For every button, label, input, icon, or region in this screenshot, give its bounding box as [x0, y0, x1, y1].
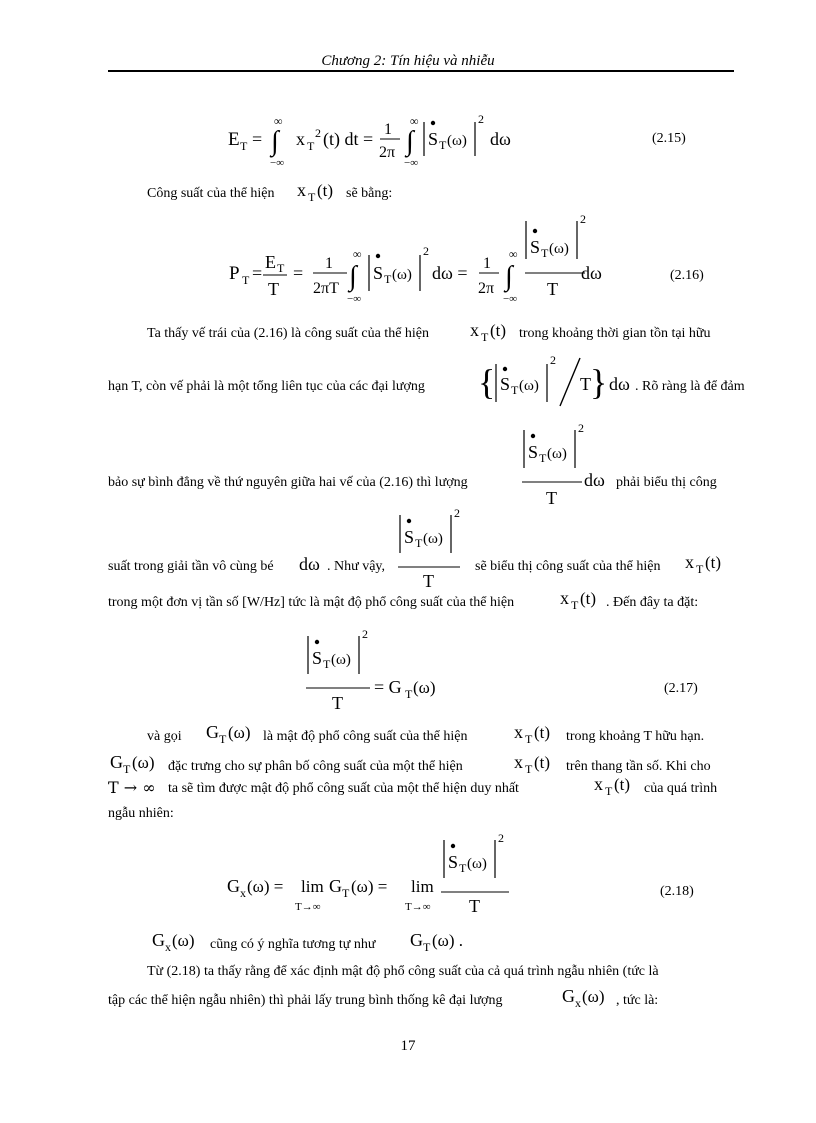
- svg-text:= G: = G: [374, 677, 402, 697]
- svg-text:T→∞: T→∞: [405, 901, 431, 913]
- math-ST-squared-over-T: [394, 505, 470, 595]
- svg-text:2π: 2π: [379, 144, 396, 161]
- svg-text:x: x: [297, 180, 306, 200]
- paragraph-text: trong khoảng thời gian tồn tại hữu: [519, 326, 711, 341]
- math-xT-t: [512, 748, 562, 778]
- svg-text:(ω) .: (ω) .: [432, 931, 464, 950]
- svg-text:S: S: [428, 129, 439, 149]
- svg-text:∫: ∫: [406, 126, 414, 157]
- svg-text:(t): (t): [490, 321, 507, 340]
- svg-text:dω: dω: [299, 554, 320, 574]
- paragraph-text: ta sẽ tìm được mật độ phổ công suất của một thể hiện duy nhất: [168, 781, 519, 796]
- math-ST-squared-over-T-domega: [518, 420, 608, 512]
- svg-text:(ω): (ω): [467, 856, 487, 872]
- svg-text:T: T: [384, 272, 392, 286]
- equation-2-16: [225, 213, 605, 308]
- svg-text:2π: 2π: [478, 280, 495, 297]
- running-header: Chương 2: Tín hiệu và nhiễu: [321, 53, 495, 69]
- paragraph-text: , tức là:: [616, 993, 659, 1008]
- svg-text:2: 2: [478, 112, 484, 126]
- paragraph-text: trên thang tần số. Khi cho: [566, 759, 711, 774]
- math-xT-t: [295, 176, 341, 206]
- svg-text:dω: dω: [490, 129, 511, 149]
- svg-text:2: 2: [578, 421, 584, 435]
- math-xT-t: [592, 770, 642, 800]
- svg-text:T: T: [332, 693, 343, 713]
- svg-text:(ω): (ω): [228, 723, 251, 742]
- svg-text:x: x: [685, 552, 694, 572]
- svg-text:G: G: [152, 930, 165, 950]
- svg-text:S: S: [528, 442, 539, 462]
- math-GT-omega: [108, 748, 166, 778]
- svg-text:dω: dω: [584, 470, 605, 490]
- svg-text:S: S: [530, 237, 541, 257]
- svg-text:T: T: [323, 657, 331, 671]
- svg-text:x: x: [470, 320, 479, 340]
- equation-number: (2.17): [664, 681, 698, 696]
- svg-text:(ω): (ω): [519, 378, 539, 394]
- paragraph-text: Công suất của thể hiện: [147, 186, 275, 201]
- svg-text:(ω) =: (ω) =: [351, 877, 388, 896]
- svg-text:G: G: [562, 986, 575, 1006]
- svg-text:x: x: [296, 129, 305, 149]
- svg-text:T: T: [423, 571, 434, 591]
- svg-text:T: T: [525, 732, 533, 746]
- equation-2-15: [220, 108, 560, 170]
- paragraph-text: và gọi: [147, 729, 182, 744]
- svg-text:T: T: [546, 488, 557, 508]
- svg-text:(t): (t): [614, 775, 631, 794]
- paragraph-text: là mật độ phổ công suất của thể hiện: [263, 729, 468, 744]
- svg-text:G: G: [329, 876, 342, 896]
- math-xT-t: [558, 584, 608, 614]
- svg-text:T: T: [123, 762, 131, 776]
- svg-text:T: T: [307, 139, 315, 153]
- svg-text:(t) dt =: (t) dt =: [323, 129, 374, 149]
- svg-text:T: T: [541, 246, 549, 260]
- svg-text:(t): (t): [534, 723, 551, 742]
- math-Gx-omega: [150, 926, 206, 956]
- paragraph-text: sẽ bằng:: [346, 186, 393, 201]
- svg-text:E: E: [228, 129, 240, 150]
- svg-text:T: T: [511, 383, 519, 397]
- svg-text:T: T: [459, 861, 467, 875]
- math-d-omega: [299, 548, 329, 578]
- page-number: 17: [400, 1038, 416, 1054]
- svg-text:∞: ∞: [353, 247, 362, 261]
- svg-text:(ω): (ω): [392, 267, 412, 283]
- svg-text:T: T: [240, 139, 248, 153]
- svg-text:E: E: [265, 252, 276, 272]
- svg-text:∞: ∞: [410, 114, 419, 128]
- svg-text:1: 1: [384, 121, 392, 138]
- svg-text:{: {: [478, 362, 496, 402]
- svg-text:=: =: [252, 129, 263, 149]
- svg-text:(ω): (ω): [413, 678, 436, 697]
- paragraph-text: Từ (2.18) ta thấy rằng để xác định mật độ phổ công suất của cả quá trình ngẫu nhiên (tức là: [147, 964, 659, 979]
- svg-text:x: x: [560, 588, 569, 608]
- svg-text:dω: dω: [581, 263, 602, 283]
- math-xT-t: [512, 718, 562, 748]
- svg-text:∞: ∞: [509, 247, 518, 261]
- svg-text:2πT: 2πT: [313, 280, 339, 297]
- svg-text:(t): (t): [534, 753, 551, 772]
- svg-text:lim: lim: [411, 877, 434, 896]
- equation-number: (2.15): [652, 131, 686, 146]
- svg-text:T: T: [539, 451, 547, 465]
- paragraph-text: cũng có ý nghĩa tương tự như: [210, 937, 376, 952]
- header-rule: [108, 70, 734, 72]
- equation-2-17: [298, 622, 468, 718]
- math-set-ST-over-T: [476, 350, 610, 416]
- svg-text:2: 2: [423, 244, 429, 258]
- svg-text:}: }: [590, 362, 608, 402]
- math-Gx-omega: [560, 982, 616, 1012]
- svg-text:x: x: [240, 886, 246, 900]
- svg-text:T: T: [481, 330, 489, 344]
- svg-text:G: G: [206, 722, 219, 742]
- svg-text:∫: ∫: [505, 261, 513, 292]
- svg-text:T: T: [423, 940, 431, 954]
- svg-text:(ω): (ω): [423, 531, 443, 547]
- paragraph-text: . Rõ ràng là để đảm: [635, 379, 745, 394]
- svg-text:(ω): (ω): [547, 446, 567, 462]
- svg-text:∞: ∞: [274, 114, 283, 128]
- svg-text:(t): (t): [580, 589, 597, 608]
- svg-text:T→∞: T→∞: [295, 901, 321, 913]
- svg-text:T: T: [696, 562, 704, 576]
- svg-text:T: T: [605, 784, 613, 798]
- svg-text:(t): (t): [317, 181, 334, 200]
- svg-text:S: S: [312, 648, 323, 668]
- math-T-to-infinity: T → ∞: [108, 778, 156, 797]
- svg-text:x: x: [165, 940, 171, 954]
- paragraph-text: . Như vậy,: [327, 559, 386, 574]
- svg-text:−∞: −∞: [270, 157, 285, 169]
- svg-text:∫: ∫: [349, 261, 357, 292]
- equation-number: (2.16): [670, 268, 704, 283]
- svg-text:2: 2: [498, 832, 504, 845]
- paragraph-text: của quá trình: [644, 781, 718, 796]
- svg-text:T: T: [405, 687, 413, 701]
- svg-text:2: 2: [362, 627, 368, 641]
- svg-text:S: S: [448, 852, 459, 872]
- svg-text:(ω) =: (ω) =: [247, 877, 284, 896]
- svg-text:(ω): (ω): [132, 753, 155, 772]
- svg-text:=: =: [252, 263, 263, 283]
- paragraph-text: trong khoảng T hữu hạn.: [566, 729, 705, 744]
- equation-2-18: [225, 832, 525, 920]
- paragraph-text: Ta thấy vế trái của (2.16) là công suất của thể hiện: [147, 326, 430, 341]
- svg-text:S: S: [373, 263, 384, 283]
- paragraph-text: hạn T, còn vế phải là một tổng liên tục của các đại lượng: [108, 379, 425, 394]
- svg-text:−∞: −∞: [503, 293, 518, 305]
- svg-text:T: T: [439, 138, 447, 152]
- svg-text:S: S: [500, 374, 511, 394]
- svg-text:G: G: [410, 930, 423, 950]
- svg-text:lim: lim: [301, 877, 324, 896]
- svg-text:T: T: [308, 190, 316, 204]
- paragraph-text: phải biểu thị công: [616, 475, 717, 490]
- svg-text:(t): (t): [705, 553, 722, 572]
- svg-text:=: =: [293, 263, 304, 283]
- svg-text:(ω): (ω): [582, 987, 605, 1006]
- svg-text:G: G: [227, 876, 240, 896]
- svg-text:(ω): (ω): [331, 652, 351, 668]
- paragraph-text: đặc trưng cho sự phân bố công suất của một thể hiện: [168, 759, 463, 774]
- svg-text:T: T: [469, 896, 480, 916]
- paragraph-text: suất trong giải tần vô cùng bé: [108, 559, 274, 574]
- paragraph-text: trong một đơn vị tần số [W/Hz] tức là mật độ phổ công suất của thể hiện: [108, 595, 515, 610]
- svg-text:dω =: dω =: [432, 263, 468, 283]
- svg-text:T: T: [415, 536, 423, 550]
- svg-text:T: T: [342, 886, 350, 900]
- svg-text:T: T: [268, 279, 279, 299]
- svg-text:x: x: [575, 996, 581, 1010]
- paragraph-text: . Đến đây ta đặt:: [606, 595, 699, 610]
- math-xT-t: [683, 548, 733, 578]
- svg-text:(ω): (ω): [549, 241, 569, 257]
- svg-text:G: G: [110, 752, 123, 772]
- svg-text:x: x: [514, 752, 523, 772]
- svg-text:T: T: [571, 598, 579, 612]
- paragraph-text: bảo sự bình đẳng về thứ nguyên giữa hai vế của (2.16) thì lượng: [108, 475, 468, 490]
- svg-text:T: T: [219, 732, 227, 746]
- svg-text:T: T: [242, 273, 250, 287]
- svg-text:T: T: [547, 279, 558, 299]
- svg-text:S: S: [404, 527, 415, 547]
- svg-text:x: x: [594, 774, 603, 794]
- paragraph-text: sẽ biểu thị công suất của thể hiện: [475, 559, 661, 574]
- svg-text:T: T: [525, 762, 533, 776]
- svg-text:2: 2: [550, 353, 556, 367]
- svg-text:1: 1: [325, 255, 333, 272]
- svg-text:2: 2: [315, 126, 321, 140]
- svg-text:T: T: [580, 374, 591, 394]
- math-d-omega: [609, 368, 635, 398]
- svg-text:(ω): (ω): [447, 133, 467, 149]
- svg-text:(ω): (ω): [172, 931, 195, 950]
- svg-text:x: x: [514, 722, 523, 742]
- equation-number: (2.18): [660, 884, 694, 899]
- svg-text:dω: dω: [609, 374, 630, 394]
- math-xT-t: [468, 316, 514, 346]
- svg-text:2: 2: [580, 213, 586, 226]
- svg-text:T: T: [277, 261, 285, 275]
- svg-text:P: P: [229, 263, 240, 284]
- paragraph-text: ngẫu nhiên:: [108, 806, 174, 821]
- math-GT-omega: [408, 926, 474, 956]
- svg-text:∫: ∫: [271, 126, 279, 157]
- svg-text:1: 1: [483, 255, 491, 272]
- svg-text:2: 2: [454, 506, 460, 520]
- svg-text:−∞: −∞: [347, 293, 362, 305]
- paragraph-text: tập các thể hiện ngẫu nhiên) thì phải lấy trung bình thống kê đại lượng: [108, 993, 503, 1008]
- svg-text:−∞: −∞: [404, 157, 419, 169]
- math-GT-omega: [204, 718, 260, 748]
